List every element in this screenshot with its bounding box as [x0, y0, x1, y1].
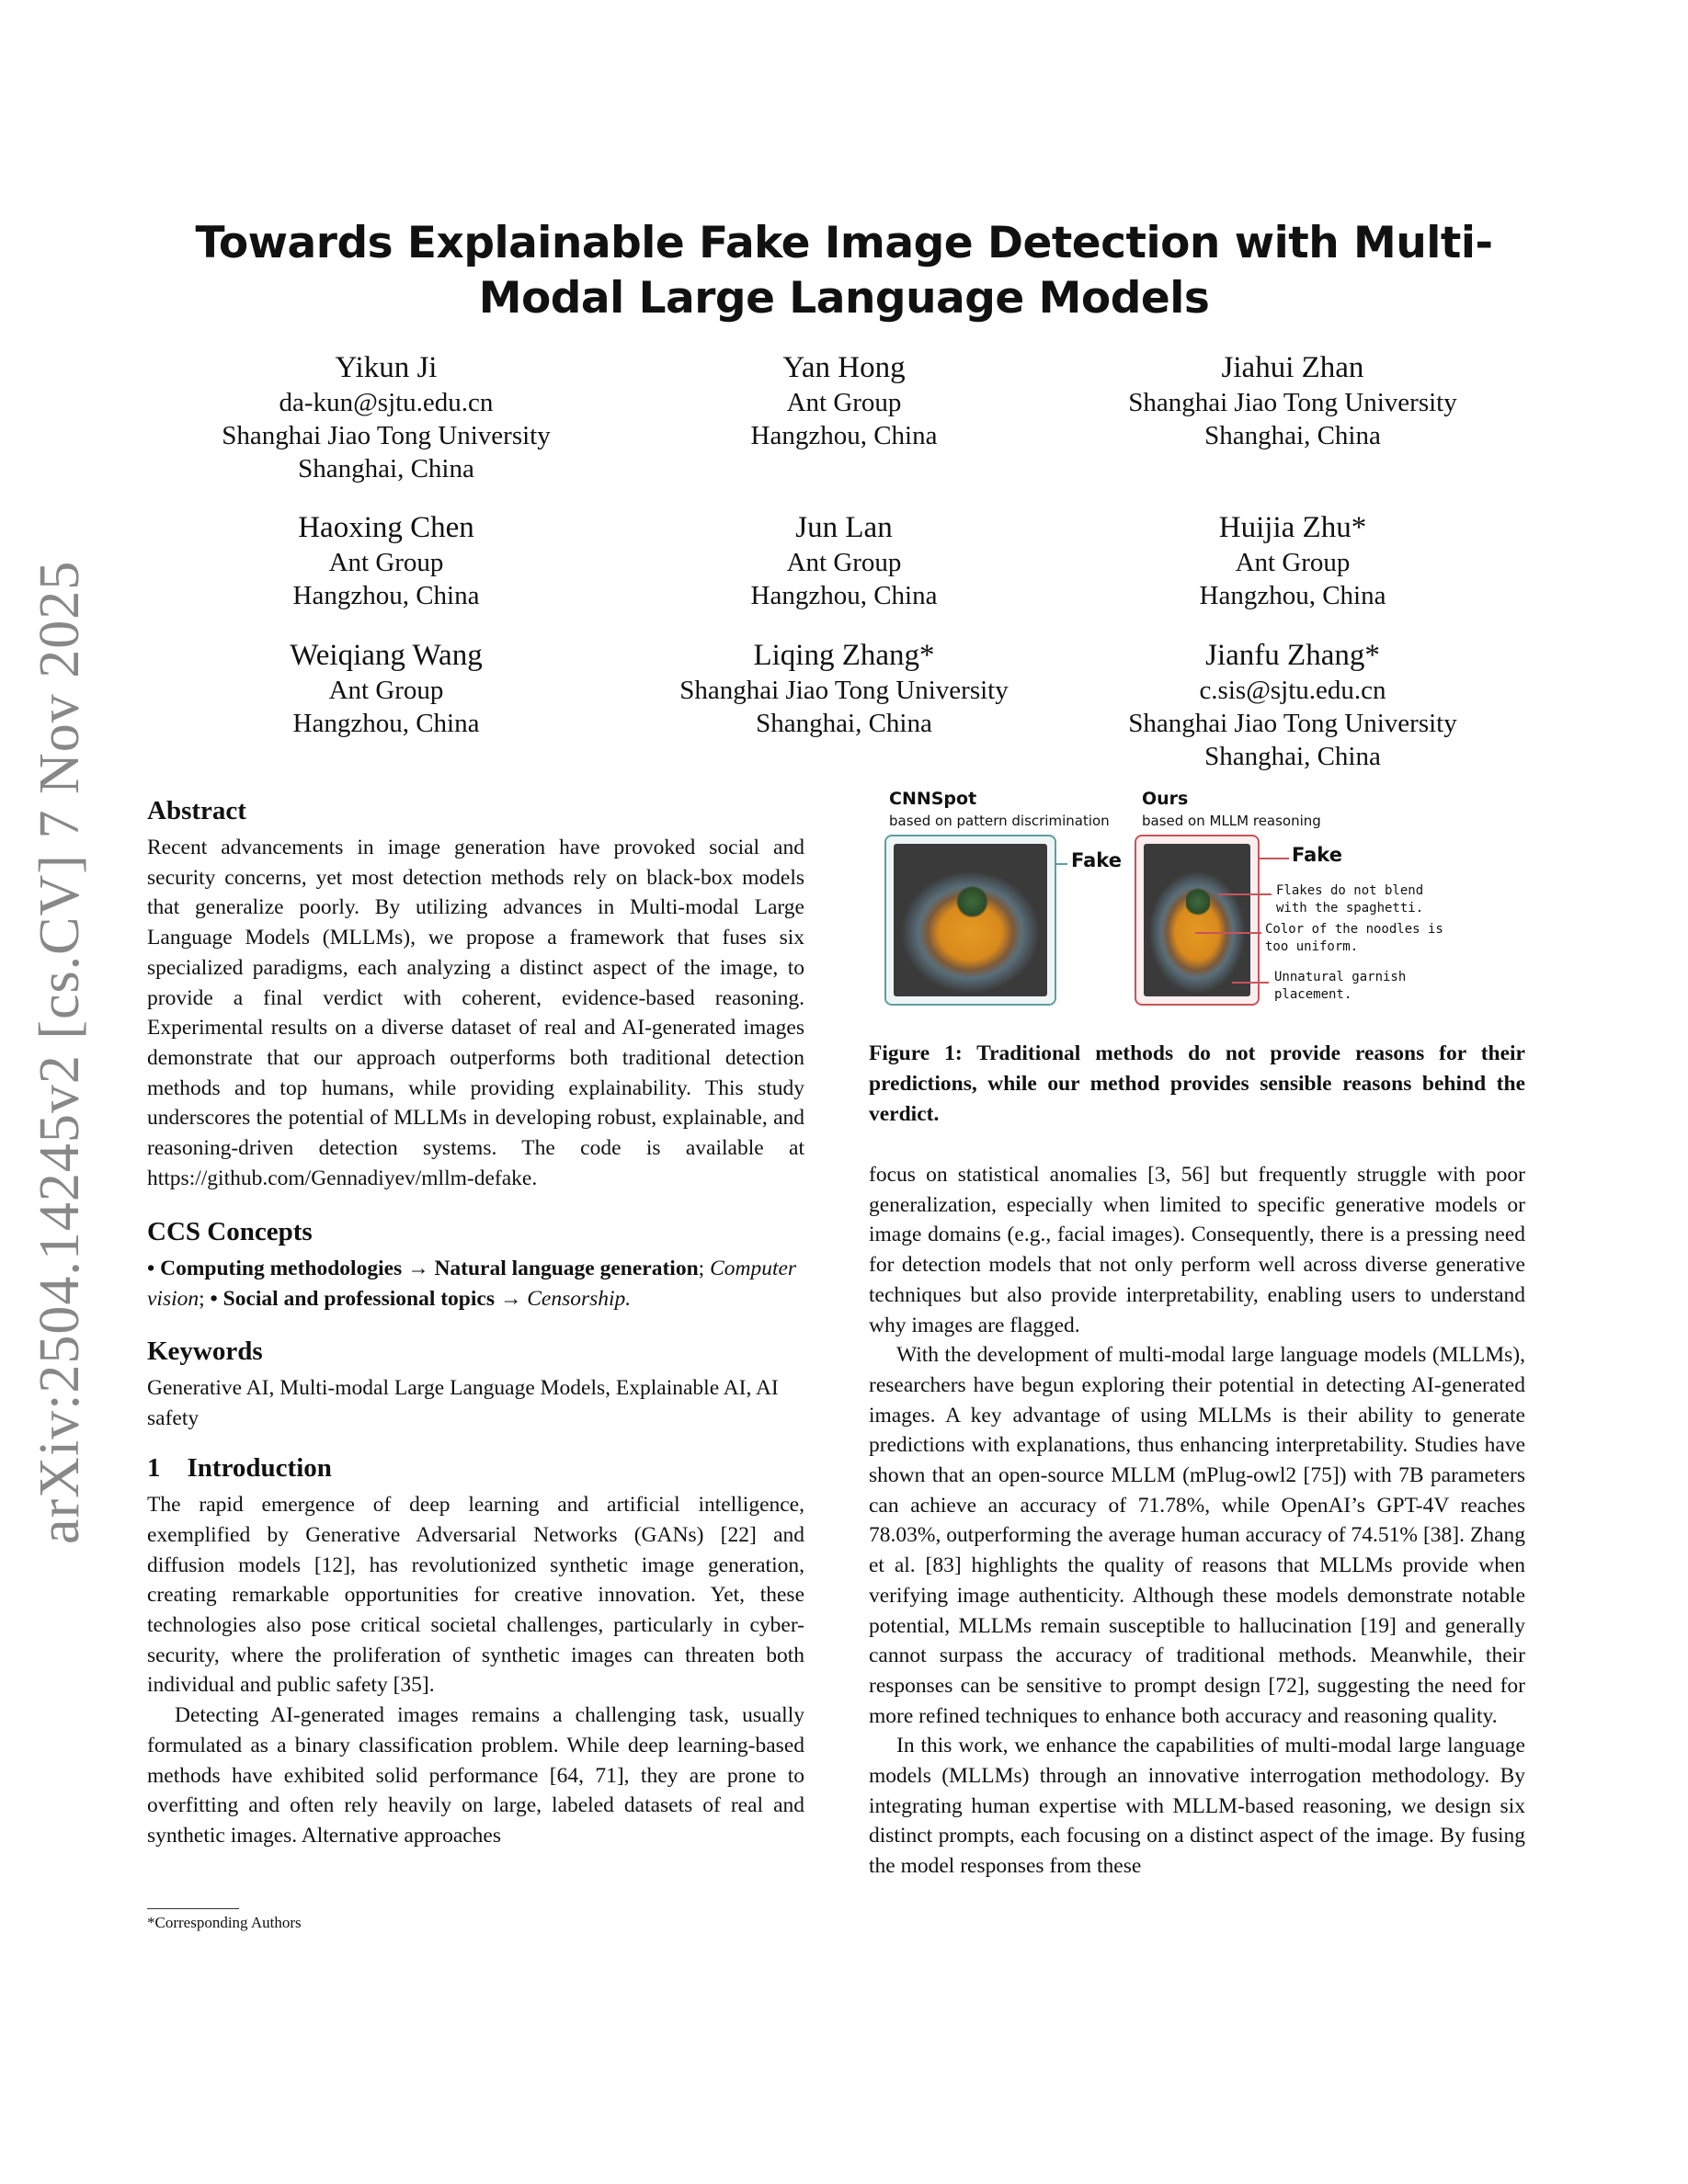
figure-1 — [883, 789, 1526, 1009]
author-affiliation: Shanghai Jiao Tong University — [679, 676, 1009, 705]
author-affiliation: Ant Group — [328, 676, 444, 705]
author-affiliation: Shanghai Jiao Tong University — [222, 421, 551, 450]
paper-title: Towards Explainable Fake Image Detection with Multi-Modal Large Language Models — [195, 218, 1493, 324]
author-name: Weiqiang Wang — [290, 639, 483, 672]
author-affiliation: Shanghai, China — [298, 454, 474, 483]
author-block — [1035, 637, 1550, 773]
cnnspot-title: CNNSpot — [889, 789, 977, 809]
author-affiliation: Shanghai Jiao Tong University — [1128, 388, 1457, 417]
ccs-text: • Computing methodologies → Natural language generation; Computer vision; • Social and professional topics → Censorship. — [147, 1257, 797, 1312]
author-affiliation: Shanghai Jiao Tong University — [1128, 709, 1457, 738]
ours-image-frame — [1135, 835, 1260, 1006]
ccs-heading: CCS Concepts — [147, 1217, 313, 1247]
footnote: *Corresponding Authors — [147, 1914, 302, 1931]
ccs-item: • Computing methodologies → Natural language generation — [147, 1257, 699, 1281]
author-name: Yan Hong — [782, 351, 906, 384]
footnote-rule — [147, 1908, 239, 1909]
author-affiliation: Hangzhou, China — [750, 421, 938, 450]
author-name: Jiahui Zhan — [1221, 351, 1364, 384]
reason-1: Flakes do not blend with the spaghetti. — [1276, 883, 1424, 916]
author-affiliation: Ant Group — [328, 548, 444, 577]
keywords-heading: Keywords — [147, 1336, 263, 1366]
reason-3: Unnatural garnish placement. — [1274, 970, 1407, 1002]
body-paragraph: With the development of multi-modal large language models (MLLMs), researchers have begun exploring their potential in detecting AI-generated images. A key advantage of using MLLMs is their ability to generate predictions with explanations, thus enhancing interpretability. Studies have shown that an open-source MLLM (mPlug-owl2 [75]) with 7B parameters can achieve an accuracy of 71.78%, while OpenAI’s GPT-4V reaches 78.03%, outperforming the average human accuracy of 74.51% [38]. Zhang et al. [83] highlights the quality of reasons that MLLMs provide when verifying image authenticity. Although these models demonstrate notable potential, MLLMs remain susceptible to hallucination [19] and generally cannot surpass the accuracy of traditional methods. Meanwhile, their responses can be sensitive to prompt design [72], suggesting the need for more refined techniques to enhance both accuracy and reasoning quality. — [869, 1343, 1525, 1728]
spaghetti-image — [1144, 844, 1250, 996]
ours-title: Ours — [1142, 789, 1189, 809]
author-block — [587, 349, 1101, 452]
author-affiliation: Hangzhou, China — [1199, 581, 1386, 610]
author-block — [587, 637, 1101, 740]
author-block — [129, 349, 644, 485]
author-name: Jun Lan — [795, 511, 893, 544]
author-affiliation: Ant Group — [786, 548, 902, 577]
keywords-text: Generative AI, Multi-modal Large Language Models, Explainable AI, AI safety — [147, 1375, 779, 1430]
author-affiliation: c.sis@sjtu.edu.cn — [1199, 676, 1386, 705]
body-paragraph: In this work, we enhance the capabilities of multi-modal large language models (MLLMs) through an innovative interrogation methodology. By integrating human expertise with MLLM-based reasoning, we design six distinct prompts, each focusing on a distinct aspect of the image. By fusing the model responses from these — [869, 1734, 1525, 1879]
author-name: Jianfu Zhang* — [1205, 639, 1380, 672]
arxiv-stamp: arXiv:2504.14245v2 [cs.CV] 7 Nov 2025 — [29, 560, 91, 1544]
author-affiliation: Ant Group — [1235, 548, 1351, 577]
spaghetti-image — [894, 844, 1047, 996]
abstract-heading: Abstract — [147, 796, 246, 825]
author-name: Haoxing Chen — [298, 511, 474, 544]
intro-heading: 1 Introduction — [147, 1453, 332, 1484]
author-affiliation: Hangzhou, China — [750, 581, 938, 610]
author-affiliation: Hangzhou, China — [292, 709, 480, 738]
cnnspot-subtitle: based on pattern discrimination — [889, 813, 1110, 829]
ccs-item: Censorship. — [527, 1287, 632, 1312]
author-name: Huijia Zhu* — [1218, 511, 1367, 544]
left-column — [147, 792, 804, 1851]
author-affiliation: Shanghai, China — [756, 709, 932, 738]
cnnspot-verdict: Fake — [1071, 849, 1122, 871]
reason-2: Color of the noodles is too uniform. — [1265, 922, 1443, 954]
intro-paragraph: Detecting AI-generated images remains a challenging task, usually formulated as a binary classification problem. While deep learning-based methods have exhibited solid performance [64, 71], they are prone to overfitting and often rely heavily on large, labeled datasets of real and synthetic images. Alternative approaches — [147, 1703, 804, 1848]
ccs-item: Computer vision — [147, 1257, 797, 1312]
cnnspot-image-frame — [884, 835, 1056, 1006]
intro-paragraph: The rapid emergence of deep learning and artificial intelligence, exemplified by Generative Adversarial Networks (GANs) [22] and diffusion models [12], has revolutionized synthetic image generation, creating remarkable opportunities for creative innovation. Yet, these technologies also pose critical societal challenges, particularly in cyber-security, where the proliferation of synthetic images can threaten both individual and public safety [35]. — [147, 1493, 804, 1698]
author-block — [1035, 509, 1550, 612]
ours-subtitle: based on MLLM reasoning — [1142, 813, 1321, 829]
author-affiliation: Hangzhou, China — [292, 581, 480, 610]
body-paragraph: focus on statistical anomalies [3, 56] but frequently struggle with poor generalization, especially when limited to specific generative models or image domains (e.g., facial images). Consequently, there is a pressing need for detection models that not only perform well across diverse generative techniques but also provide interpretability, enabling users to understand why images are flagged. — [869, 1163, 1525, 1337]
author-name: Liqing Zhang* — [753, 639, 935, 672]
author-affiliation: da-kun@sjtu.edu.cn — [279, 388, 494, 417]
author-block — [587, 509, 1101, 612]
author-block — [129, 637, 644, 740]
author-affiliation: Shanghai, China — [1204, 421, 1381, 450]
author-name: Yikun Ji — [335, 351, 438, 384]
right-column — [869, 1160, 1525, 1882]
author-block — [1035, 349, 1550, 452]
author-affiliation: Shanghai, China — [1204, 742, 1381, 771]
figure-caption: Figure 1: Traditional methods do not provide reasons for their predictions, while our method provides sensible reasons behind the verdict. — [869, 1041, 1525, 1126]
ccs-item: • Social and professional topics → — [210, 1287, 522, 1312]
author-affiliation: Ant Group — [786, 388, 902, 417]
ours-verdict: Fake — [1292, 844, 1342, 866]
abstract-text: Recent advancements in image generation have provoked social and security concerns, yet most detection methods rely on black-box models that generalize poorly. By utilizing advances in Multi-modal Large Language Models (MLLMs), we propose a framework that fuses six specialized paradigms, each analyzing a distinct aspect of the image, to provide a final verdict with coherent, evidence-based reasoning. Experimental results on a diverse dataset of real and AI-generated images demonstrate that our approach outperforms both traditional detection methods and top humans, while providing explainability. This study underscores the potential of MLLMs in developing robust, explainable, and reasoning-driven detection systems. The code is available at https://github.com/Gennadiyev/mllm-defake. — [147, 836, 804, 1190]
author-block — [129, 509, 644, 612]
